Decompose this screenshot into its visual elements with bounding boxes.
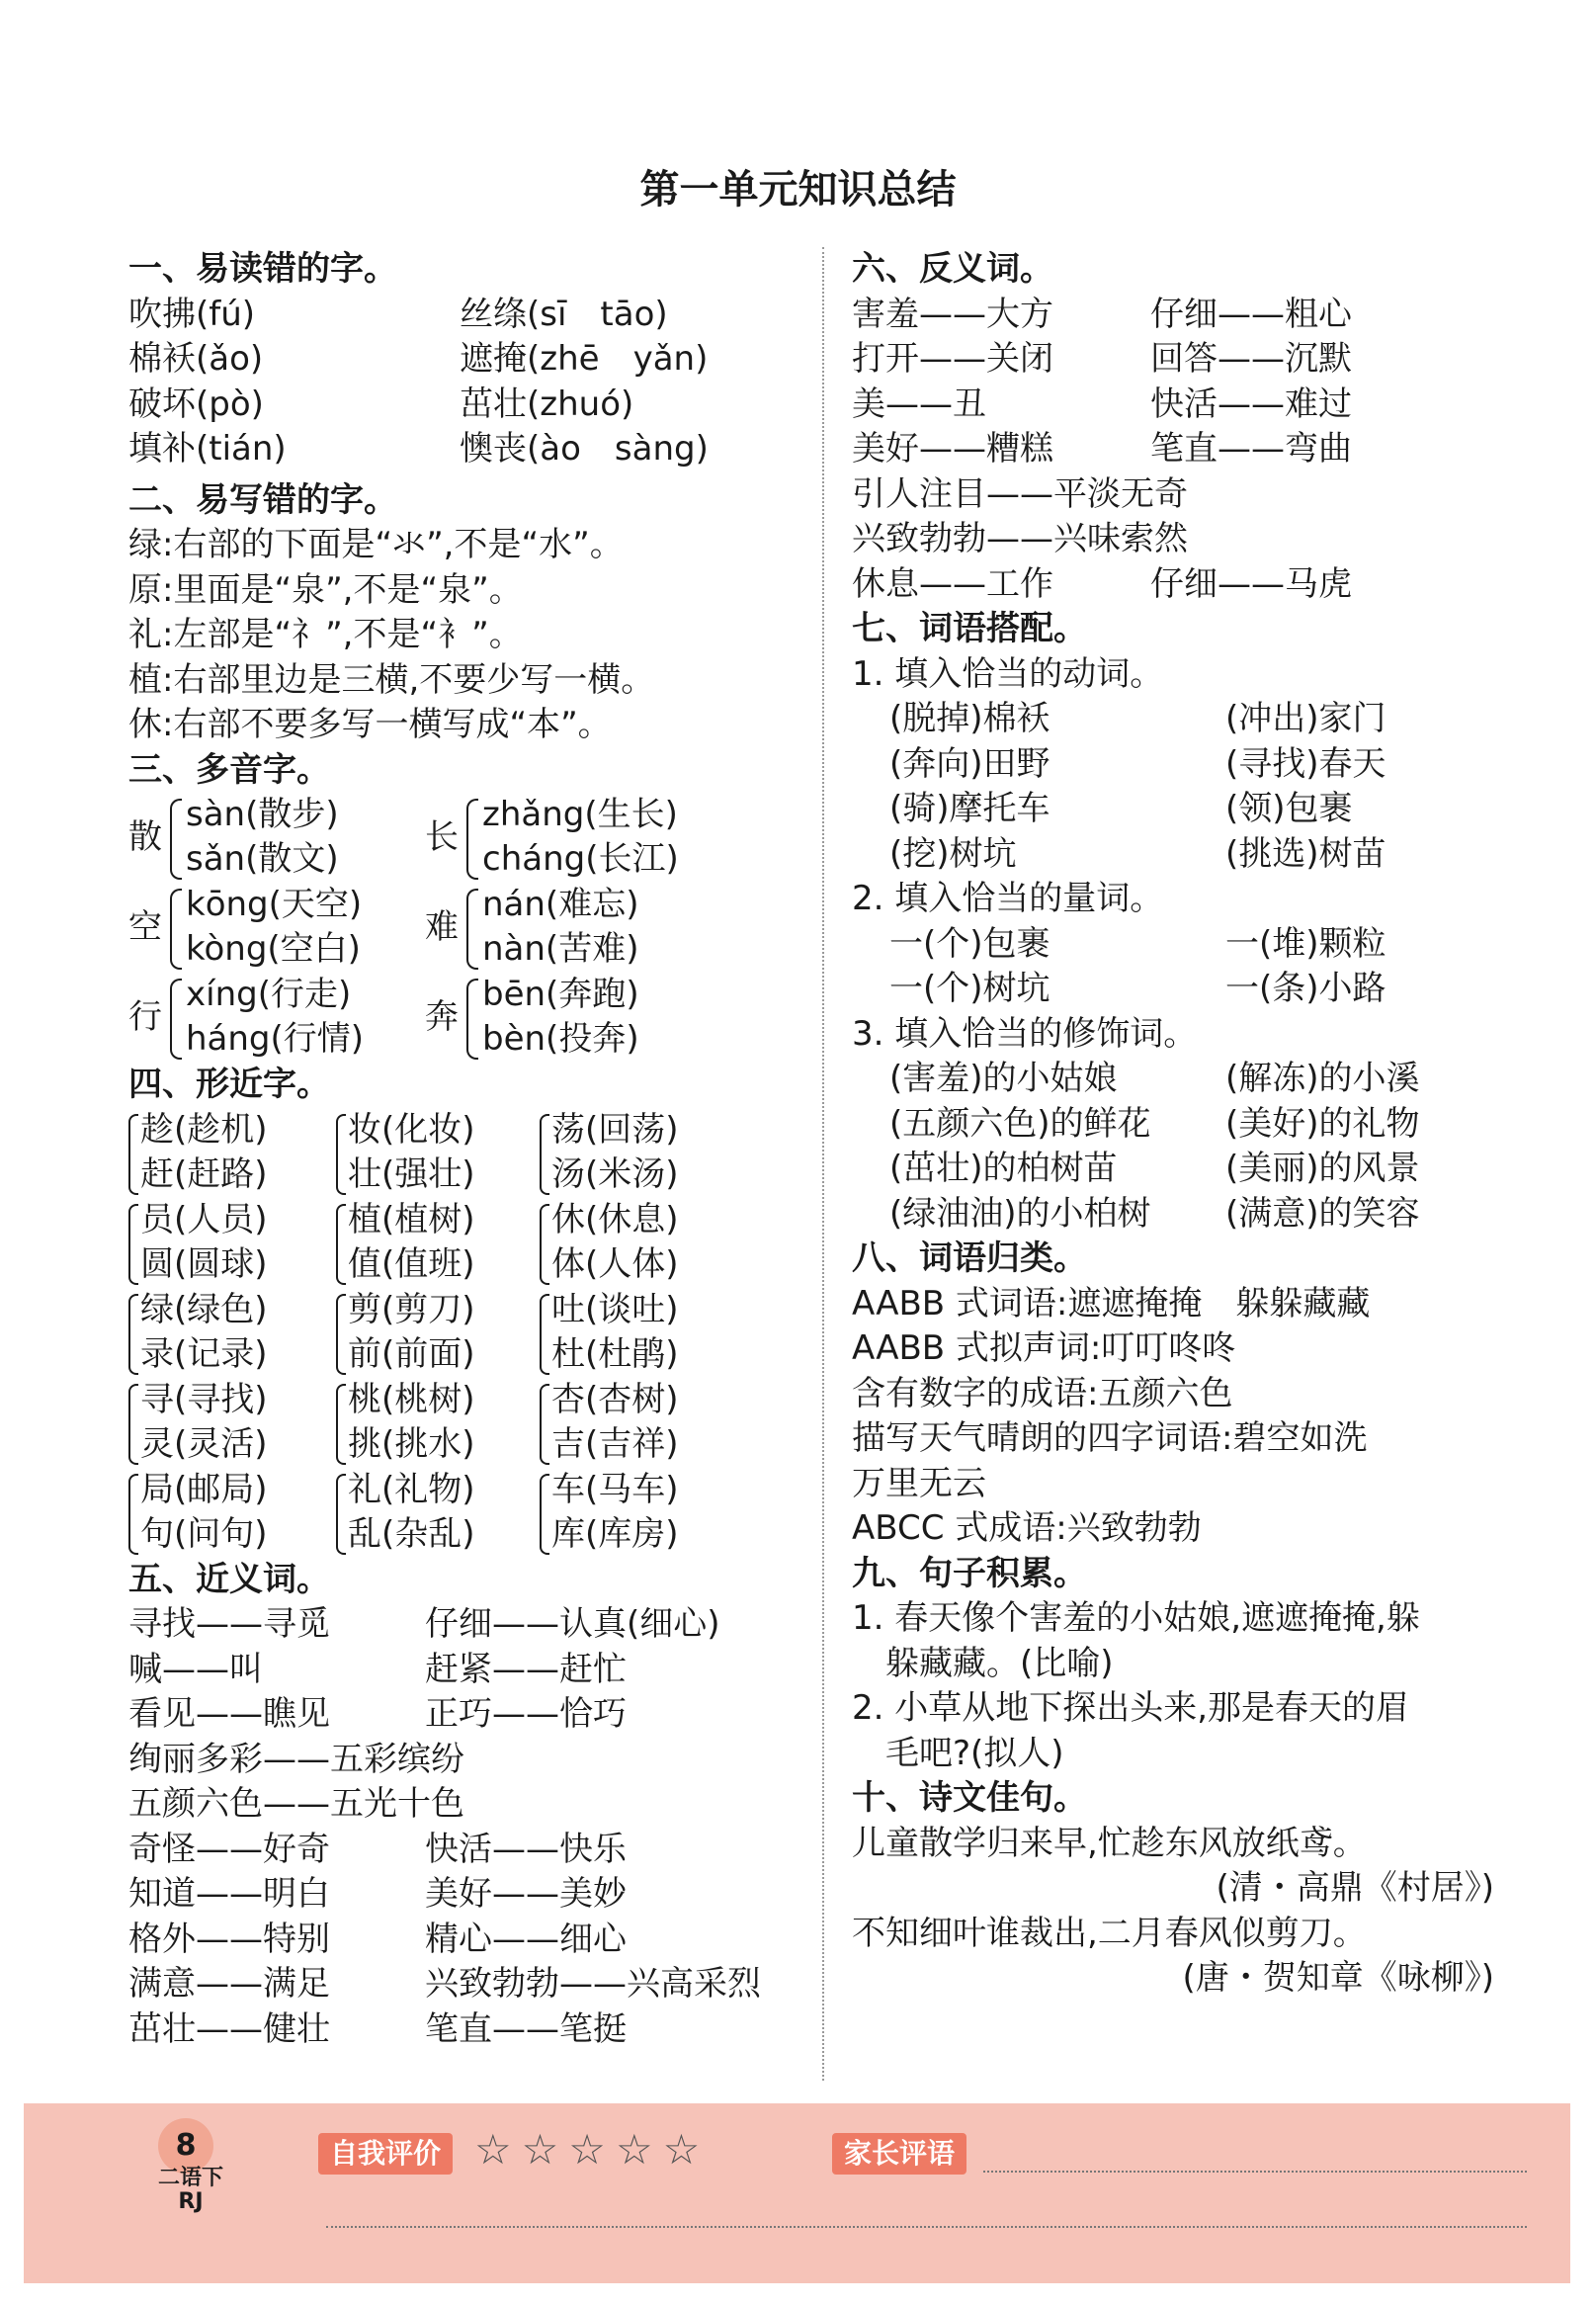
reading: bēn(奔跑) <box>482 975 639 1014</box>
item-right: 仔细——粗心 <box>1150 294 1352 334</box>
item-right: (满意)的笑容 <box>1225 1193 1420 1234</box>
text-line: 2. 小草从地下探出头来,那是春天的眉 <box>852 1688 1410 1728</box>
list-item <box>128 1422 791 1468</box>
list-item <box>128 337 791 383</box>
antonym-list <box>852 293 1494 608</box>
section-heading: 七、词语搭配。 <box>852 609 1087 648</box>
modifier-list <box>852 1057 1494 1237</box>
list-item <box>852 787 1494 832</box>
item-left: 休息——工作 <box>852 563 1053 604</box>
reading: sàn(散步) <box>186 795 339 834</box>
list-item <box>128 1512 791 1558</box>
item-right: 丝绦(sī tāo) <box>460 294 668 334</box>
item-left: (绿油油)的小柏树 <box>889 1193 1151 1234</box>
similar-char: 赶(赶路) <box>140 1154 268 1194</box>
text-line: 1. 春天像个害羞的小姑娘,遮遮掩掩,躲 <box>852 1598 1420 1638</box>
section-heading: 九、句子积累。 <box>852 1553 1087 1593</box>
brace-icon <box>170 979 182 1060</box>
similar-char-list <box>128 1108 791 1558</box>
similar-char: 杜(杜鹃) <box>551 1334 679 1374</box>
similar-char: 妆(化妆) <box>348 1109 475 1150</box>
item-left: 知道——明白 <box>128 1874 330 1914</box>
list-item <box>852 427 1494 472</box>
verb-collocation-list <box>852 697 1494 877</box>
list-item <box>128 1782 791 1828</box>
miswritten-list <box>128 523 791 748</box>
brace-icon <box>466 979 478 1060</box>
text-line: 礼:左部是“礻”,不是“衤”。 <box>128 615 523 654</box>
synonym-list <box>128 1602 791 2052</box>
reading: bèn(投奔) <box>482 1019 639 1059</box>
similar-char: 员(人员) <box>140 1199 268 1239</box>
item-right: 回答——沉默 <box>1150 339 1352 379</box>
polyphone-char: 难 <box>425 907 459 947</box>
poem-line: 不知细叶谁裁出,二月春风似剪刀。 <box>852 1913 1367 1953</box>
item-right: (冲出)家门 <box>1225 699 1386 738</box>
list-item <box>852 472 1494 518</box>
similar-char: 寻(寻找) <box>140 1379 268 1419</box>
item-right: 一(条)小路 <box>1225 969 1386 1008</box>
item-right: 精心——细心 <box>425 1919 627 1959</box>
reading: cháng(长江) <box>482 839 679 879</box>
list-item <box>852 1057 1494 1102</box>
polyphone-char: 散 <box>128 817 162 857</box>
similar-char: 前(前面) <box>348 1334 475 1374</box>
list-item <box>128 1872 791 1918</box>
item-right: 遮掩(zhē yǎn) <box>460 339 709 379</box>
list-item <box>128 1962 791 2007</box>
similar-char: 灵(灵活) <box>140 1424 268 1464</box>
list-item <box>852 517 1494 562</box>
reading: kòng(空白) <box>186 929 361 969</box>
item-left: 奇怪——好奇 <box>128 1829 330 1869</box>
text-line: 休:右部不要多写一横写成“本”。 <box>128 705 612 744</box>
item-left: 看见——瞧见 <box>128 1694 330 1734</box>
list-item <box>128 293 791 338</box>
polyphone-list <box>128 793 791 1063</box>
list-item <box>128 1468 791 1513</box>
reading: háng(行情) <box>186 1019 365 1059</box>
similar-char: 句(问句) <box>140 1514 268 1554</box>
poem-author: (唐・贺知章《咏柳》) <box>1182 1958 1494 1998</box>
item-right: 快活——快乐 <box>425 1829 627 1869</box>
item-left: (挖)树坑 <box>889 833 1017 874</box>
page-number: 8 <box>158 2118 213 2174</box>
item-left: 棉袄(ǎo) <box>128 339 264 379</box>
list-item <box>128 427 791 472</box>
section-heading: 六、反义词。 <box>852 249 1053 289</box>
item-left: 绚丽多彩——五彩缤纷 <box>128 1739 464 1779</box>
similar-char: 录(记录) <box>140 1334 268 1374</box>
sub-heading: 3. 填入恰当的修饰词。 <box>852 1013 1198 1054</box>
self-evaluation-tag: 自我评价 <box>318 2133 453 2175</box>
similar-char: 植(植树) <box>348 1199 475 1239</box>
list-item <box>128 1602 791 1648</box>
item-left: 寻找——寻觅 <box>128 1604 330 1644</box>
left-column <box>128 247 791 2052</box>
sub-heading: 2. 填入恰当的量词。 <box>852 879 1164 918</box>
item-right: 笔直——弯曲 <box>1150 429 1352 469</box>
grade-text: 二语下 <box>157 2166 223 2190</box>
similar-char: 绿(绿色) <box>140 1289 268 1329</box>
measure-word-list <box>852 922 1494 1012</box>
list-item <box>852 1192 1494 1238</box>
item-right: 一(堆)颗粒 <box>1225 923 1386 964</box>
item-right: (美好)的礼物 <box>1225 1103 1420 1144</box>
text-line: 原:里面是“泉”,不是“泉”。 <box>128 569 523 610</box>
reading: nán(难忘) <box>482 885 639 924</box>
text-line: 描写天气晴朗的四字词语:碧空如洗 <box>852 1418 1368 1458</box>
polyphone-char: 行 <box>128 997 162 1037</box>
similar-char: 局(邮局) <box>140 1469 268 1509</box>
polyphone-char: 空 <box>128 907 162 947</box>
parent-comment-line[interactable] <box>326 2226 1527 2228</box>
item-left: 茁壮——健壮 <box>128 2008 330 2049</box>
section-heading: 八、词语归类。 <box>852 1238 1087 1278</box>
item-right: 兴致勃勃——兴高采烈 <box>425 1964 761 2004</box>
grade-label <box>146 2167 235 2214</box>
similar-char: 值(值班) <box>348 1244 475 1284</box>
similar-char: 剪(剪刀) <box>348 1289 475 1329</box>
rating-stars[interactable]: ☆☆☆☆☆ <box>474 2125 711 2174</box>
list-item <box>128 2007 791 2053</box>
list-item <box>128 1828 791 1873</box>
list-item <box>128 1332 791 1378</box>
item-left: (脱掉)棉袄 <box>889 699 1050 738</box>
item-left: 五颜六色——五光十色 <box>128 1784 464 1824</box>
item-left: 美——丑 <box>852 384 986 424</box>
brace-icon <box>170 889 182 970</box>
footer-band <box>24 2103 1570 2283</box>
similar-char: 乱(杂乱) <box>348 1514 475 1554</box>
item-right: 懊丧(ào sàng) <box>460 429 709 469</box>
similar-char: 吐(谈吐) <box>551 1289 679 1329</box>
item-right: 茁壮(zhuó) <box>460 384 634 424</box>
misread-list <box>128 293 791 472</box>
item-right: 仔细——马虎 <box>1150 563 1352 604</box>
list-item <box>852 742 1494 788</box>
column-divider <box>822 247 824 2081</box>
item-right: 正巧——恰巧 <box>425 1694 627 1734</box>
item-left: 喊——叫 <box>128 1649 263 1689</box>
polyphone-row <box>128 793 791 883</box>
similar-char: 车(马车) <box>551 1469 679 1509</box>
polyphone-row <box>128 973 791 1063</box>
similar-char: 圆(圆球) <box>140 1244 268 1284</box>
reading: nàn(苦难) <box>482 929 639 969</box>
list-item <box>852 1147 1494 1192</box>
similar-char: 趁(趁机) <box>140 1109 268 1150</box>
text-line: AABB 式词语:遮遮掩掩 躲躲藏藏 <box>852 1283 1371 1323</box>
list-item <box>852 922 1494 968</box>
brace-icon <box>466 799 478 880</box>
sub-heading: 1. 填入恰当的动词。 <box>852 653 1164 694</box>
list-item <box>128 1692 791 1738</box>
similar-char: 汤(米汤) <box>551 1154 679 1194</box>
list-item <box>128 1108 791 1153</box>
page-title: 第一单元知识总结 <box>639 166 957 213</box>
similar-char: 挑(挑水) <box>348 1424 475 1464</box>
item-left: 一(个)树坑 <box>889 969 1050 1008</box>
section-heading: 一、易读错的字。 <box>128 249 397 289</box>
text-line: 万里无云 <box>852 1463 986 1503</box>
item-left: (茁壮)的柏树苗 <box>889 1149 1118 1188</box>
sentence-list <box>852 1596 1494 1776</box>
poem-author: (清・高鼎《村居》) <box>1216 1868 1494 1908</box>
item-right: 笔直——笔挺 <box>425 2008 627 2049</box>
item-right: 仔细——认真(细心) <box>425 1604 720 1644</box>
list-item <box>128 1378 791 1423</box>
polyphone-char: 奔 <box>425 997 459 1037</box>
item-right: (领)包裹 <box>1225 789 1353 828</box>
item-right: 快活——难过 <box>1150 384 1352 424</box>
item-right: 美好——美妙 <box>425 1874 627 1914</box>
list-item <box>128 1242 791 1288</box>
list-item <box>852 293 1494 338</box>
reading: zhǎng(生长) <box>482 795 678 834</box>
text-line: 躲藏藏。(比喻) <box>852 1643 1114 1683</box>
item-left: 格外——特别 <box>128 1919 330 1959</box>
right-column <box>852 247 1494 2002</box>
similar-char: 荡(回荡) <box>551 1109 679 1150</box>
text-line: 含有数字的成语:五颜六色 <box>852 1373 1233 1413</box>
similar-char: 杏(杏树) <box>551 1379 679 1419</box>
item-left: (害羞)的小姑娘 <box>889 1059 1118 1098</box>
section-heading: 二、易写错的字。 <box>128 479 397 520</box>
item-left: 满意——满足 <box>128 1964 330 2004</box>
brace-icon <box>466 889 478 970</box>
poem-line: 儿童散学归来早,忙趁东风放纸鸢。 <box>852 1823 1367 1863</box>
item-left: 吹拂(fú) <box>128 294 256 334</box>
item-right: (美丽)的风景 <box>1225 1149 1420 1188</box>
section-heading: 四、形近字。 <box>128 1065 330 1104</box>
similar-char: 休(休息) <box>551 1199 679 1239</box>
list-item <box>128 1198 791 1243</box>
item-left: 引人注目——平淡无奇 <box>852 473 1188 514</box>
list-item <box>852 1102 1494 1148</box>
brace-icon <box>170 799 182 880</box>
list-item <box>128 1918 791 1963</box>
item-right: (寻找)春天 <box>1225 743 1386 784</box>
list-item <box>128 1648 791 1693</box>
text-line: AABB 式拟声词:叮叮咚咚 <box>852 1328 1236 1368</box>
list-item <box>852 832 1494 878</box>
item-right: 赶紧——赶忙 <box>425 1649 627 1689</box>
item-left: 兴致勃勃——兴味索然 <box>852 519 1188 558</box>
list-item <box>128 1738 791 1783</box>
polyphone-row <box>128 883 791 973</box>
similar-char: 体(人体) <box>551 1244 679 1284</box>
reading: kōng(天空) <box>186 885 363 924</box>
item-left: 美好——糟糕 <box>852 429 1053 469</box>
list-item <box>852 967 1494 1012</box>
word-category-list <box>852 1282 1494 1552</box>
parent-comment-tag: 家长评语 <box>832 2133 966 2175</box>
similar-char: 壮(强壮) <box>348 1154 475 1194</box>
similar-char: 库(库房) <box>551 1514 679 1554</box>
section-heading: 三、多音字。 <box>128 749 330 790</box>
item-left: 破坏(pò) <box>128 384 264 424</box>
polyphone-char: 长 <box>425 817 459 857</box>
text-line: 毛吧?(拟人) <box>852 1733 1064 1773</box>
list-item <box>128 383 791 428</box>
similar-char: 吉(吉祥) <box>551 1424 679 1464</box>
item-left: (骑)摩托车 <box>889 789 1050 828</box>
item-left: 填补(tián) <box>128 429 287 469</box>
list-item <box>852 697 1494 742</box>
item-right: (解冻)的小溪 <box>1225 1059 1420 1098</box>
text-line: ABCC 式成语:兴致勃勃 <box>852 1508 1202 1548</box>
item-left: 害羞——大方 <box>852 294 1053 334</box>
reading: sǎn(散文) <box>186 839 339 879</box>
similar-char: 礼(礼物) <box>348 1469 475 1509</box>
list-item <box>128 1152 791 1198</box>
section-heading: 十、诗文佳句。 <box>852 1778 1087 1818</box>
section-heading: 五、近义词。 <box>128 1559 330 1599</box>
item-left: 一(个)包裹 <box>889 923 1050 964</box>
edition-text: RJ <box>178 2189 204 2214</box>
item-left: (五颜六色)的鲜花 <box>889 1103 1151 1144</box>
item-left: (奔向)田野 <box>889 743 1050 784</box>
item-right: (挑选)树苗 <box>1225 833 1386 874</box>
list-item <box>852 562 1494 608</box>
item-left: 打开——关闭 <box>852 339 1053 379</box>
similar-char: 桃(桃树) <box>348 1379 475 1419</box>
reading: xíng(行走) <box>186 975 352 1014</box>
parent-comment-line[interactable] <box>983 2171 1527 2173</box>
list-item <box>852 383 1494 428</box>
text-line: 植:右部里边是三横,不要少写一横。 <box>128 659 655 700</box>
list-item <box>128 1288 791 1333</box>
list-item <box>852 337 1494 383</box>
text-line: 绿:右部的下面是“氺”,不是“水”。 <box>128 525 624 564</box>
